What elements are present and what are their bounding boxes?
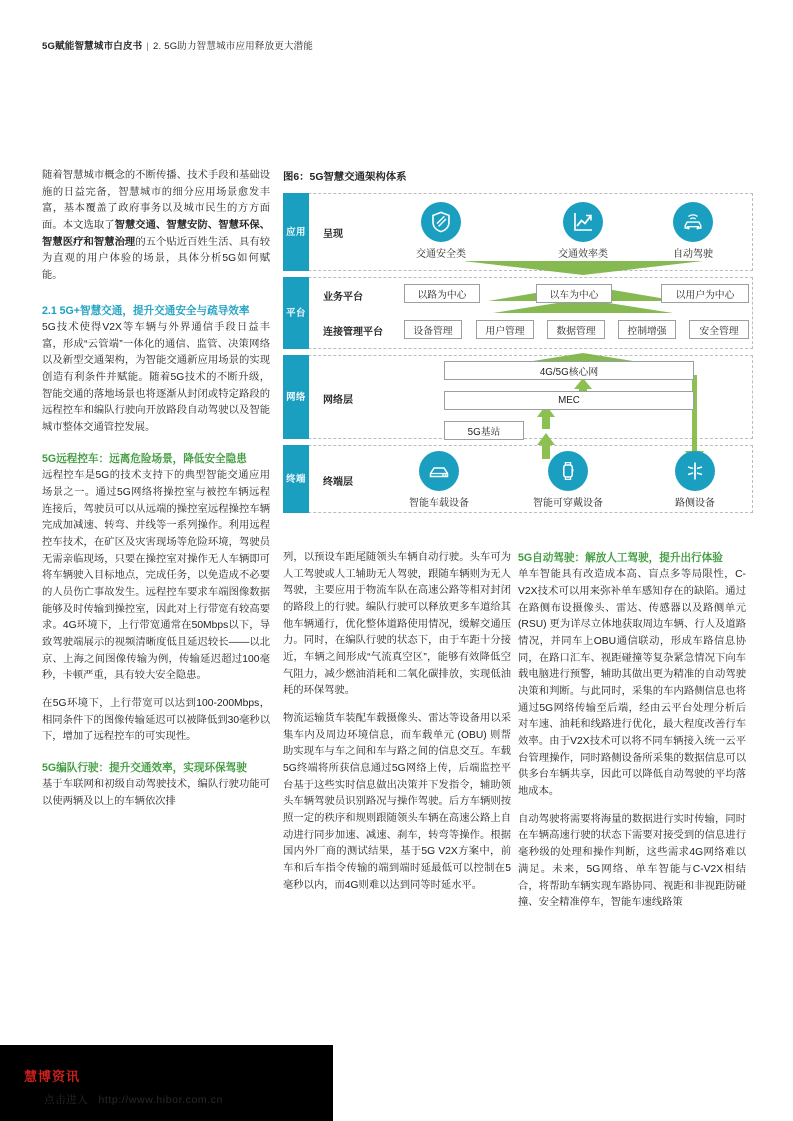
middle-paragraph-2: 物流运输货车装配车载摄像头、雷达等设备用以采集车内及周边环境信息，而车载单元 (OBU) 则帮助实现车与车之间和车与路之间的信息交互。车载5G终端将所获信息通过5G网络上传，后端监控平台基于这些实时信息做出决策并下发指令，辅助领头车辆驾驶员识别路况与操作驾驶。后方车辆则按照一定的秩序和规则跟随领头车辆在高速公路上自动进行同步加速、减速、刹车，转弯等操作。根据国内外厂商的测试结果，基于5G V2X方案中，前车和后车指令传输的端到端时延最低可以控制在5毫秒以内，而4G则难以达到同等时延水平。 <box>283 713 511 891</box>
layer-tab-network-label: 网络 <box>286 390 306 402</box>
app-item-traffic-efficiency <box>535 202 631 260</box>
app-item-traffic-efficiency-label: 交通效率类 <box>558 249 608 260</box>
left-paragraph-4: 在5G环境下，上行带宽可以达到100-200Mbps，相同条件下的图像传输延迟可以被降低到30毫秒以下，增加了远程控车的可实现性。 <box>42 697 270 743</box>
figure-title: 图6：5G智慧交通架构体系 <box>283 172 407 183</box>
network-box-base-station: 5G基站 <box>444 421 524 440</box>
row-label-network-layer: 网络层 <box>323 395 353 406</box>
layer-tab-platform <box>283 277 309 349</box>
right-paragraph-2: 自动驾驶将需要将海量的数据进行实时传输，同时在车辆高速行驶的状态下需要对接受到的信息进行毫秒级的处理和操作判断，这些需求4G网络难以满足。未来，5G网络、单车智能与C-V2X相结合，将帮助车辆实现车路协同、视距和非视距防碰撞、安全精准停车，智能车速线路策 <box>518 813 746 909</box>
shield-icon <box>421 202 461 242</box>
line-chart-icon <box>563 202 603 242</box>
heading-platooning: 5G编队行驶：提升交通效率，实现环保驾驶 <box>42 761 247 774</box>
terminal-item-vehicle-device-label: 智能车载设备 <box>409 498 469 509</box>
smart-wearable-icon <box>548 451 588 491</box>
business-platform-vehicle-centric: 以车为中心 <box>536 284 612 303</box>
header-section-title: 2. 5G助力智慧城市应用释放更大潜能 <box>153 41 314 52</box>
running-header <box>42 38 313 52</box>
watermark-cta: 点击进入 <box>44 1094 89 1106</box>
connection-platform-device-mgmt: 设备管理 <box>404 320 462 339</box>
app-item-traffic-safety <box>393 202 489 260</box>
figure-5g-smart-transport <box>283 168 753 513</box>
left-paragraph-5: 基于车联网和初级自动驾驶技术，编队行驶功能可以使两辆及以上的车辆依次排 <box>42 779 270 808</box>
connected-car-icon <box>673 202 713 242</box>
left-text-column <box>42 168 270 811</box>
business-platform-user-centric: 以用户为中心 <box>661 284 749 303</box>
app-item-autonomous-driving <box>645 202 741 260</box>
watermark-brand: 慧博资讯 <box>24 1069 81 1084</box>
terminal-item-roadside-unit-label: 路侧设备 <box>675 498 715 509</box>
row-label-presentation: 呈现 <box>323 229 343 240</box>
left-para1-part-a: 随着智慧城市概念的不断传播、技术手段和基础设施的日益完备，智慧城市的细分应用场景愈发丰富，基本覆盖了政府事务以及城市民生的方方面面。本文选取了 <box>42 170 270 232</box>
app-item-traffic-safety-label: 交通安全类 <box>416 249 466 260</box>
layer-tab-application <box>283 193 309 271</box>
middle-text-column <box>283 550 511 894</box>
row-label-connection-platform: 连接管理平台 <box>323 327 383 338</box>
left-para1-part-b: 的五个贴近百姓生活、具有较为直观的用户体验的场景，具体分析5G如何赋能。 <box>42 236 271 282</box>
business-platform-road-centric: 以路为中心 <box>404 284 480 303</box>
watermark-banner <box>0 1045 333 1121</box>
left-paragraph-2: 5G技术使得V2X等车辆与外界通信手段日益丰富，形成“云管端”一体化的通信、监管、决策网络以及新型交通架构，为智能交通新应用场景的实现创造有利条件并赋能。随着5G技术的不断升级，智能交通的落地场景也将逐渐从封闭或特定路段的远程控车和编队行驶向开放路段自动驾驶以及智能城市整体交通管控发展。 <box>42 322 270 434</box>
heading-remote-control: 5G远程控车：远离危险场景，降低安全隐患 <box>42 452 247 465</box>
network-box-core: 4G/5G核心网 <box>444 361 694 380</box>
heading-autonomous-driving: 5G自动驾驶：解放人工驾驶，提升出行体验 <box>518 552 723 564</box>
middle-paragraph-1: 列，以预设车距尾随领头车辆自动行驶。头车可为人工驾驶或人工辅助无人驾驶，跟随车辆则为无人驾驶，主要应用于物流车队在高速公路等相对封闭的路段上的行驶。编队行驶可以释放更多车道给其他车辆通行，优化整体道路使用情况，缓解交通压力。同时，在编队行驶的状态下，由于车距十分接近，车辆之间形成“气流真空区”，能够有效降低空气阻力，减少燃油消耗和二氧化碳排放，实现低油耗的环保驾驶。 <box>283 552 511 697</box>
vehicle-device-icon <box>419 451 459 491</box>
left-paragraph-3: 远程控车是5G的技术支持下的典型智能交通应用场景之一。通过5G网络将操控室与被控车辆远程连接后，驾驶员可以从远端的操控室远程操控车辆完成加减速、转弯、并线等一系列操作。利用远程控车技术，在矿区及灾害现场等危险环境，驾驶员无需亲临现场，只要在操控室对操作无人车辆即可将车辆驶入目标地点，完成任务，以免造成不必要的人员伤亡事故发生。远程控车要求车端图像数据能够及时传输到操控室，因此对上行带宽有较高要求。4G环境下，上行带宽通常在50Mbps以下，导致驾驶端展示的视频清晰度低且延迟较长——以北京、上海之间图像传输为例，传输延迟超过100毫秒，卡顿严重，具有较大安全隐患。 <box>42 470 270 682</box>
terminal-item-vehicle-device <box>391 451 487 509</box>
right-text-column <box>518 550 746 912</box>
connection-platform-security-mgmt: 安全管理 <box>689 320 749 339</box>
figure-body <box>283 193 753 513</box>
header-book-title: 5G赋能智慧城市白皮书 <box>42 41 143 52</box>
connection-platform-user-mgmt: 用户管理 <box>476 320 534 339</box>
connection-platform-data-mgmt: 数据管理 <box>547 320 605 339</box>
terminal-item-wearable <box>520 451 616 509</box>
layer-tab-terminal-label: 终端 <box>286 472 306 484</box>
network-box-mec: MEC <box>444 391 694 410</box>
watermark-url: http://www.hibor.com.cn <box>98 1094 224 1106</box>
watermark-link[interactable] <box>44 1092 223 1107</box>
terminal-item-wearable-label: 智能可穿戴设备 <box>533 498 603 509</box>
layer-tab-terminal <box>283 445 309 513</box>
roadside-unit-icon <box>675 451 715 491</box>
header-separator: | <box>146 41 150 52</box>
terminal-item-roadside-unit <box>647 451 743 509</box>
row-label-terminal-layer: 终端层 <box>323 477 353 488</box>
layer-tab-application-label: 应用 <box>286 225 306 237</box>
connection-platform-control-enhance: 控制增强 <box>618 320 676 339</box>
right-paragraph-1: 单车智能具有改造成本高、盲点多等局限性，C-V2X技术可以用来弥补单车感知存在的缺陷。通过在路侧布设摄像头、雷达、传感器以及路侧单元 (RSU) 更为详尽立体地获取周边车辆、行人及道路情况，并同车上OBU通信联动，形成车路信息协同，在路口汇车、视距碰撞等复杂紧急情况下向车载电脑进行预警，辅助其做出更为精准的自动驾驶决策和判断。与此同时，采集的车内路侧信息也将通过5G网络传输至后端，经由云平台处理分析后对车速、油耗和线路进行优化，最大程度改善行车效率。由于V2X技术可以将不同车辆接入统一云平台管理操作，同时路侧设备所采集的数据信息可以供多台车辆共享，因此可以降低自动驾驶的平均落地成本。 <box>518 569 746 798</box>
app-item-autonomous-driving-label: 自动驾驶 <box>673 249 713 260</box>
left-para1-bold: 智慧交通、智慧安防、智慧环保、智慧医疗和智慧治理 <box>42 220 271 248</box>
layer-tab-network <box>283 355 309 439</box>
heading-2-1: 2.1 5G+智慧交通，提升交通安全与疏导效率 <box>42 304 250 317</box>
row-label-business-platform: 业务平台 <box>323 292 363 303</box>
layer-tab-platform-label: 平台 <box>286 306 306 318</box>
left-paragraph-1 <box>42 168 270 285</box>
